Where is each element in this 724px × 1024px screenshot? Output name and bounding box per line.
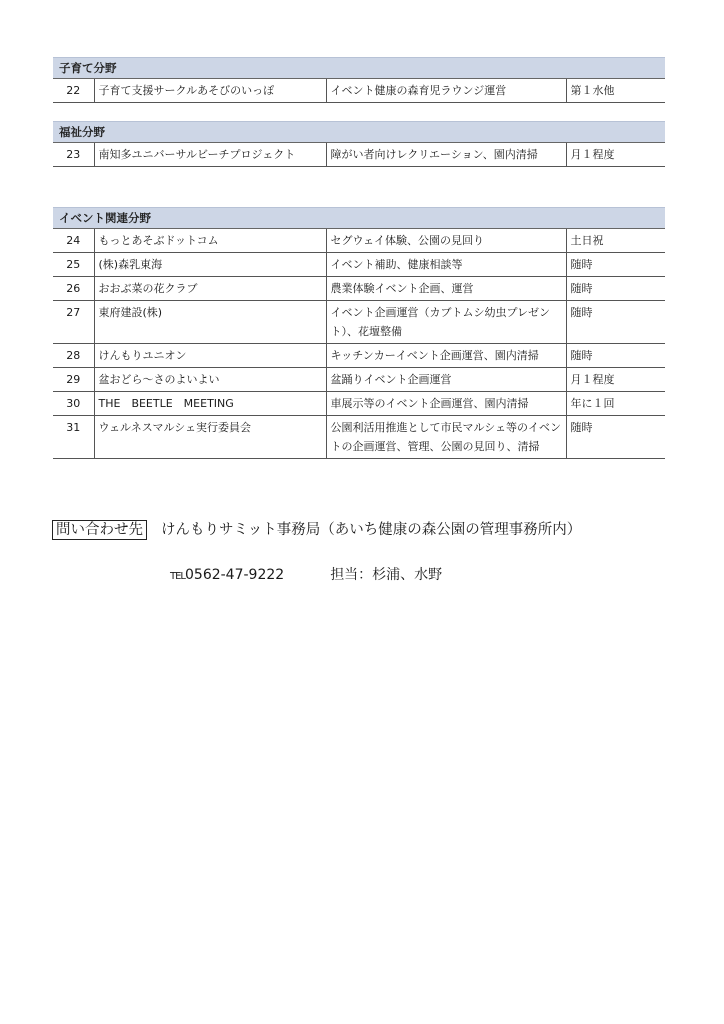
frequency: 土日祝 [566,229,665,253]
contact-label: 問い合わせ先 [52,520,147,540]
frequency: 随時 [566,301,665,344]
activity: キッチンカーイベント企画運営、園内清掃 [326,344,566,368]
organization-name: おおぶ菜の花クラブ [94,277,326,301]
activity: 障がい者向けレクリエーション、園内清掃 [326,143,566,167]
organization-name: もっとあそぶドットコム [94,229,326,253]
section-childcare [53,57,665,103]
row-number: 29 [53,368,94,392]
frequency: 随時 [566,416,665,459]
row-number: 26 [53,277,94,301]
table-row [53,344,665,368]
section-events [53,207,665,459]
activity: セグウェイ体験、公園の見回り [326,229,566,253]
organization-name: 子育て支援サークルあそびのいっぽ [94,79,326,103]
table-row [53,277,665,301]
table-row [53,79,665,103]
frequency: 第１水他 [566,79,665,103]
activity: イベント健康の森育児ラウンジ運営 [326,79,566,103]
row-number: 27 [53,301,94,344]
activity: 盆踊りイベント企画運営 [326,368,566,392]
frequency: 月１程度 [566,368,665,392]
office-name: けんもりサミット事務局（あいち健康の森公園の管理事務所内） [161,522,582,538]
row-number: 23 [53,143,94,167]
activity: 車展示等のイベント企画運営、園内清掃 [326,392,566,416]
frequency: 年に１回 [566,392,665,416]
frequency: 月１程度 [566,143,665,167]
table-row [53,301,665,344]
frequency: 随時 [566,253,665,277]
phone-number: 0562-47-9222 [185,567,285,583]
row-number: 31 [53,416,94,459]
section-title: イベント関連分野 [53,207,665,229]
contact-block [52,518,581,539]
frequency: 随時 [566,344,665,368]
table-row [53,253,665,277]
row-number: 25 [53,253,94,277]
section-title: 福祉分野 [53,121,665,143]
organization-name: 東府建設(株) [94,301,326,344]
table-row [53,392,665,416]
section-title: 子育て分野 [53,57,665,79]
frequency: 随時 [566,277,665,301]
table-row [53,368,665,392]
organization-name: けんもりユニオン [94,344,326,368]
activity: 農業体験イベント企画、運営 [326,277,566,301]
row-number: 24 [53,229,94,253]
activity: イベント補助、健康相談等 [326,253,566,277]
table-row [53,416,665,459]
organization-name: THE BEETLE MEETING [94,392,326,416]
contact-phone-line [170,564,442,584]
table-row [53,229,665,253]
section-table [53,79,665,103]
section-welfare [53,121,665,167]
activity: 公園利活用推進として市民マルシェ等のイベントの企画運営、管理、公園の見回り、清掃 [326,416,566,459]
organization-name: ウェルネスマルシェ実行委員会 [94,416,326,459]
organization-name: 盆おどら～さのよいよい [94,368,326,392]
organization-name: 南知多ユニバーサルビーチプロジェクト [94,143,326,167]
row-number: 28 [53,344,94,368]
organization-name: (株)森乳東海 [94,253,326,277]
tel-label: TEL [170,571,185,582]
staff-names: 担当：杉浦、水野 [330,567,443,583]
row-number: 22 [53,79,94,103]
row-number: 30 [53,392,94,416]
activity: イベント企画運営（カブトムシ幼虫プレゼント）、花壇整備 [326,301,566,344]
section-table [53,229,665,459]
table-row [53,143,665,167]
section-table [53,143,665,167]
